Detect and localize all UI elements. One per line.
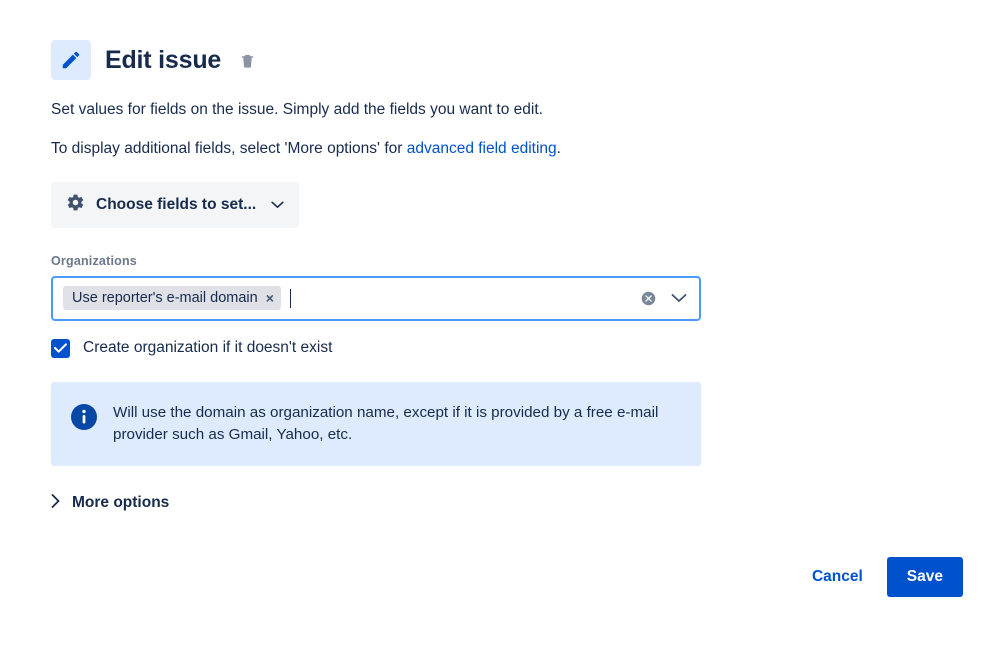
advanced-field-editing-link[interactable]: advanced field editing (406, 139, 557, 157)
create-organization-checkbox-row[interactable] (51, 339, 963, 358)
cancel-button[interactable]: Cancel (806, 560, 869, 594)
create-organization-checkbox[interactable] (51, 339, 70, 358)
organizations-select[interactable] (51, 276, 701, 321)
text-cursor (290, 289, 291, 308)
organizations-token[interactable] (63, 286, 281, 310)
description-line-2 (51, 139, 963, 160)
trash-icon[interactable] (239, 51, 256, 70)
save-button[interactable]: Save (887, 557, 963, 597)
info-icon (71, 404, 97, 435)
dialog-header (51, 40, 963, 80)
create-organization-label: Create organization if it doesn't exist (83, 339, 333, 357)
choose-fields-label: Choose fields to set... (96, 195, 257, 213)
description-suffix: . (556, 139, 561, 157)
more-options-label: More options (72, 494, 170, 512)
clear-circle-icon[interactable] (640, 290, 657, 307)
description-prefix: To display additional fields, select 'More options' for (51, 139, 407, 157)
gear-icon (66, 193, 85, 217)
select-chevron-down-icon[interactable] (671, 293, 687, 303)
choose-fields-button[interactable] (51, 182, 299, 228)
token-remove-icon[interactable]: × (265, 290, 274, 307)
page-title: Edit issue (105, 45, 222, 74)
more-options-toggle[interactable] (51, 494, 169, 513)
chevron-right-icon (51, 494, 60, 513)
dialog-footer (806, 557, 963, 597)
token-label: Use reporter's e-mail domain (72, 290, 258, 307)
info-banner-text: Will use the domain as organization name, except if it is provided by a free e-mail provider such as Gmail, Yahoo, etc. (113, 403, 659, 443)
pencil-icon (51, 40, 91, 80)
info-banner (51, 382, 701, 466)
organizations-label: Organizations (51, 253, 137, 268)
chevron-down-icon (271, 201, 284, 209)
description-line-1: Set values for fields on the issue. Simply add the fields you want to edit. (51, 101, 543, 118)
